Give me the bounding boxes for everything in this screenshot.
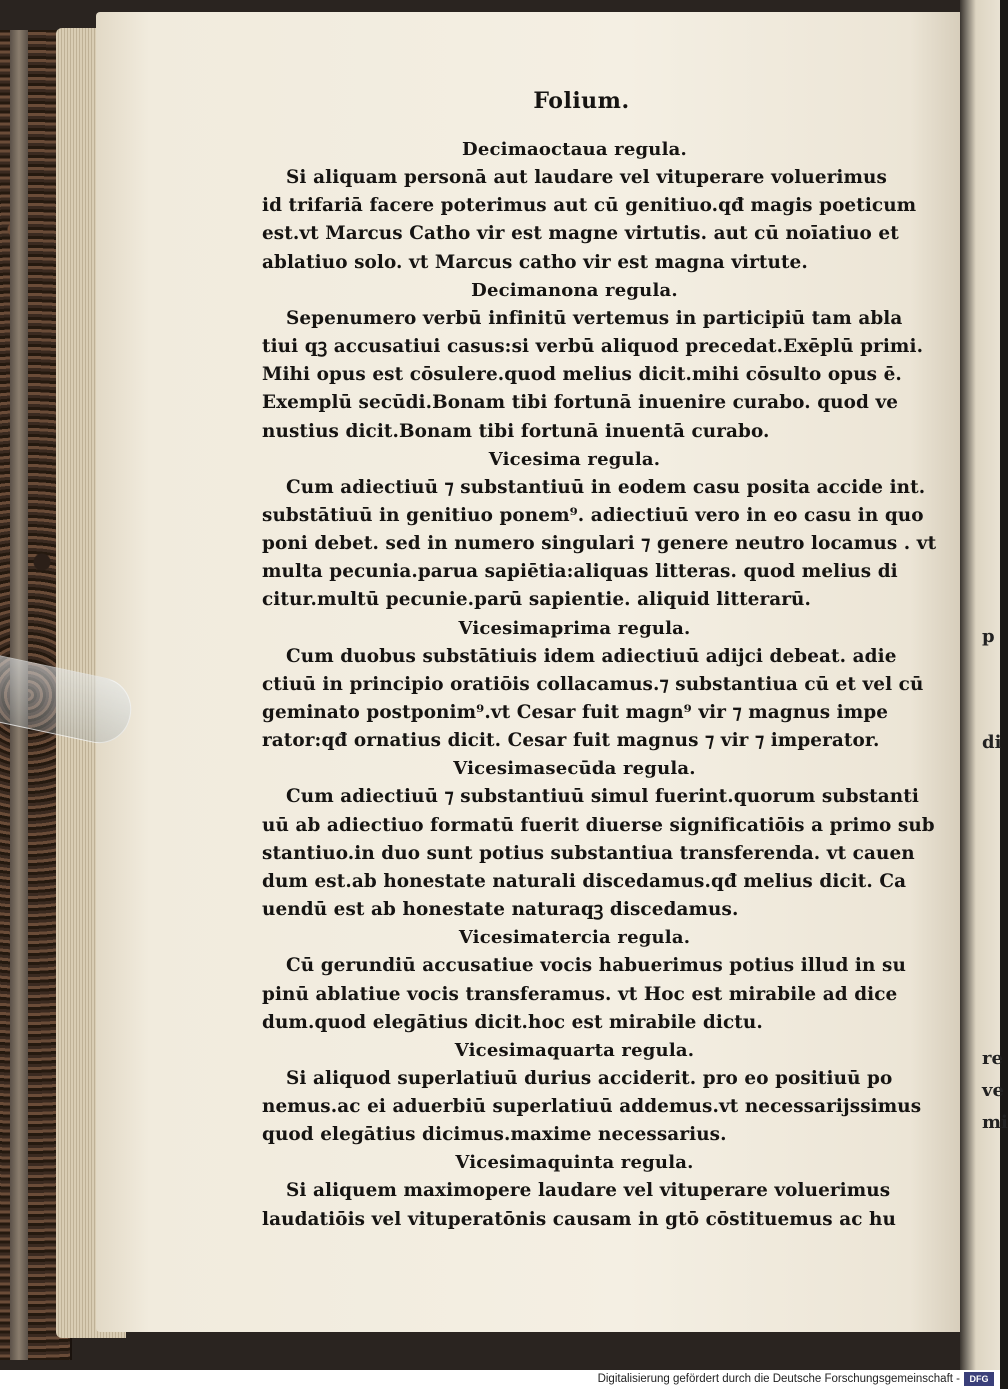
rule-heading: Vicesimaquinta regula.	[455, 1152, 694, 1174]
text-line: citur.multū pecunie.parū sapientie. aliquid litterarū.	[262, 589, 812, 611]
text-line: Cum adiectiuū ⁊ substantiuū simul fuerint.quorum substanti	[286, 786, 919, 808]
facing-page-edge	[960, 0, 1008, 1370]
text-line: dum est.ab honestate naturali discedamus.qđ melius dicit. Ca	[262, 870, 907, 892]
text-line: dum.quod elegātius dicit.hoc est mirabile dictu.	[262, 1011, 763, 1033]
text-line: substātiuū in genitiuo ponem⁹. adiectiuū vero in eo casu in quo	[262, 504, 924, 526]
text-line: Mihi opus est cōsulere.quod melius dicit.mihi cōsulto opus ē.	[262, 364, 902, 386]
text-line: tiui qꝫ accusatiui casus:si verbū aliquod precedat.Exēplū primi.	[262, 335, 924, 357]
text-line: poni debet. sed in numero singulari ⁊ genere neutro locamus . vt	[262, 533, 937, 555]
facing-page-fragment: re	[982, 1048, 1003, 1069]
rule-heading: Vicesima regula.	[488, 448, 661, 470]
text-line: uū ab adiectiuo formatū fuerit diuerse significatiōis a primo sub	[262, 814, 935, 836]
rule-heading: Vicesimasecūda regula.	[453, 758, 696, 780]
text-line: rator:qđ ornatius dicit. Cesar fuit magnus ⁊ vir ⁊ imperator.	[262, 730, 880, 752]
facing-page-fragment: p	[982, 626, 995, 647]
text-line: pinū ablatiue vocis transferamus. vt Hoc est mirabile ad dice	[262, 983, 898, 1005]
rule-heading: Decimanona regula.	[471, 279, 678, 301]
funding-notice: Digitalisierung gefördert durch die Deutsche Forschungsgemeinschaft -	[597, 1373, 960, 1385]
text-line: stantiuo.in duo sunt potius substantiua transferenda. vt cauen	[262, 842, 915, 864]
text-line: id trifariā facere poterimus aut cū genitiuo.qđ magis poeticum	[262, 195, 917, 217]
text-line: multa pecunia.parua sapiētia:aliquas litteras. quod melius di	[262, 561, 898, 583]
facing-page-fragment: ve	[982, 1080, 1004, 1101]
rule-heading: Vicesimatercia regula.	[458, 927, 691, 949]
running-head: Folium.	[533, 88, 630, 114]
text-line: geminato postponim⁹.vt Cesar fuit magn⁹ vir ⁊ magnus impe	[262, 702, 889, 723]
text-line: Cum adiectiuū ⁊ substantiuū in eodem casu posita accide int.	[286, 476, 926, 498]
text-line: Exemplū secūdi.Bonam tibi fortunā inuenire curabo. quod ve	[262, 392, 899, 414]
text-line: Cum duobus substātiuis idem adiectiuū adijci debeat. adie	[286, 645, 897, 667]
rule-heading: Vicesimaprima regula.	[458, 617, 691, 639]
rule-heading: Vicesimaquarta regula.	[454, 1039, 695, 1061]
footer-bar	[0, 1370, 1000, 1389]
text-line: nustius dicit.Bonam tibi fortunā inuentā curabo.	[262, 420, 770, 442]
facing-page-fragment: mi	[982, 1112, 1008, 1133]
text-line: est.vt Marcus Catho vir est magne virtutis. aut cū noīatiuo et	[262, 223, 899, 245]
text-line: Si aliquem maximopere laudare vel vituperare voluerimus	[286, 1180, 891, 1202]
text-line: ctiuū in principio oratiōis collacamus.⁊ substantiua cū et vel cū	[262, 673, 924, 695]
page-text	[262, 88, 937, 1234]
rule-heading: Decimaoctaua regula.	[462, 139, 687, 160]
text-line: uendū est ab honestate naturaqꝫ discedamus.	[262, 899, 739, 921]
dfg-logo: DFG	[964, 1372, 994, 1386]
text-line: Sepenumero verbū infinitū vertemus in participiū tam abla	[286, 307, 903, 329]
text-line: laudatiōis vel vituperatōnis causam in gtō cōstituemus ac hu	[262, 1208, 897, 1230]
text-line: Si aliquod superlatiuū durius acciderit. pro eo positiuū po	[286, 1067, 893, 1089]
text-line: Si aliquam personā aut laudare vel vituperare voluerimus	[286, 167, 887, 188]
text-line: ablatiuo solo. vt Marcus catho vir est magna virtute.	[262, 251, 808, 273]
text-line: Cū gerundiū accusatiue vocis habuerimus potius illud in su	[286, 955, 906, 977]
facing-page-fragment: di	[982, 732, 1002, 753]
text-line: nemus.ac ei aduerbiū superlatiuū addemus.vt necessarijssimus	[262, 1096, 922, 1118]
text-line: quod elegātius dicimus.maxime necessarius.	[262, 1124, 727, 1146]
